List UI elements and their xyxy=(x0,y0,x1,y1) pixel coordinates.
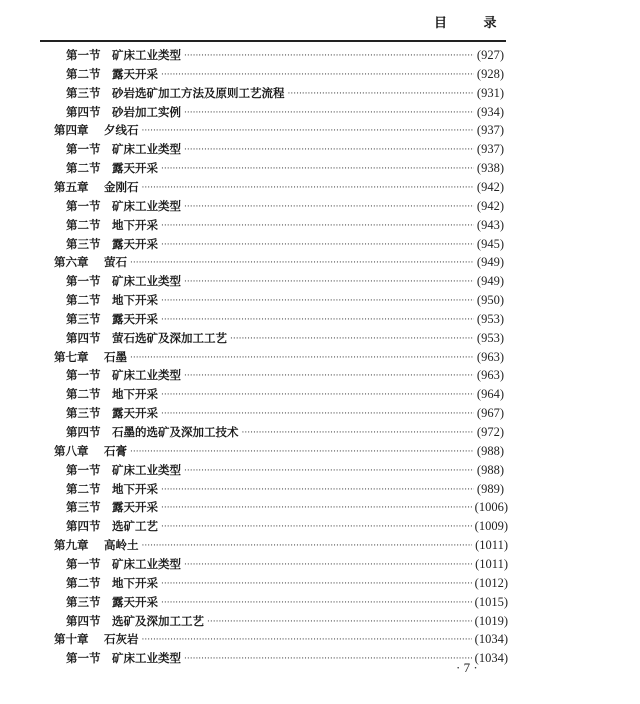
entry-number: 第八章 xyxy=(54,443,89,458)
dot-leader xyxy=(161,480,474,499)
toc-section-entry[interactable] xyxy=(66,385,504,404)
entry-number: 第一节 xyxy=(66,651,101,666)
entry-title: 地下开采 xyxy=(112,481,158,496)
entry-page-number: (949) xyxy=(476,274,504,289)
entry-page-number: (988) xyxy=(476,462,504,477)
entry-page-number: (945) xyxy=(476,236,504,251)
dot-leader xyxy=(242,423,474,442)
entry-number: 第一节 xyxy=(66,556,101,571)
entry-number: 第四节 xyxy=(66,519,101,534)
dot-leader xyxy=(184,197,474,216)
entry-number: 第九章 xyxy=(54,538,89,553)
toc-section-entry[interactable] xyxy=(66,366,504,385)
entry-title: 石墨的选矿及深加工技术 xyxy=(112,425,239,439)
dot-leader xyxy=(207,612,472,631)
entry-page-number: (963) xyxy=(476,368,504,383)
toc-section-entry[interactable] xyxy=(66,65,504,84)
entry-number: 第十章 xyxy=(54,632,89,647)
entry-number: 第二节 xyxy=(66,217,101,232)
toc-section-entry[interactable] xyxy=(66,46,504,65)
dot-leader xyxy=(161,235,474,254)
entry-number: 第四节 xyxy=(66,104,101,119)
toc-section-entry[interactable] xyxy=(66,310,504,329)
entry-number: 第一节 xyxy=(66,48,101,62)
dot-leader xyxy=(230,329,474,348)
dot-leader xyxy=(161,404,474,423)
entry-page-number: (928) xyxy=(476,66,504,81)
toc-section-entry[interactable] xyxy=(66,498,508,517)
entry-title: 石灰岩 xyxy=(104,632,139,647)
entry-title: 地下开采 xyxy=(112,575,158,590)
entry-title: 萤石 xyxy=(104,255,127,270)
entry-title: 砂岩选矿加工方法及原则工艺流程 xyxy=(112,85,285,100)
entry-page-number: (950) xyxy=(476,293,504,308)
toc-section-entry[interactable] xyxy=(66,593,508,612)
entry-page-number: (964) xyxy=(476,387,504,402)
entry-number: 第五章 xyxy=(54,179,89,194)
toc-chapter-entry[interactable] xyxy=(54,121,504,140)
toc-section-entry[interactable] xyxy=(66,480,504,499)
dot-leader xyxy=(184,103,474,122)
dot-leader xyxy=(161,593,472,612)
entry-title: 露天开采 xyxy=(112,311,158,326)
toc-section-entry[interactable] xyxy=(66,197,504,216)
dot-leader xyxy=(130,253,474,272)
toc-chapter-entry[interactable] xyxy=(54,630,508,649)
toc-section-entry[interactable] xyxy=(66,461,504,480)
dot-leader xyxy=(288,84,474,103)
dot-leader xyxy=(161,310,474,329)
entry-page-number: (1011) xyxy=(475,556,508,571)
dot-leader xyxy=(184,140,474,159)
toc-chapter-entry[interactable] xyxy=(54,253,504,272)
toc-section-entry[interactable] xyxy=(66,84,504,103)
entry-title: 矿床工业类型 xyxy=(112,142,181,157)
entry-number: 第一节 xyxy=(66,198,101,213)
dot-leader xyxy=(130,348,474,367)
entry-number: 第四节 xyxy=(66,613,101,628)
entry-page-number: (934) xyxy=(476,104,504,119)
toc-section-entry[interactable] xyxy=(66,329,504,348)
dot-leader xyxy=(161,159,474,178)
entry-page-number: (1011) xyxy=(475,538,508,553)
toc-section-entry[interactable] xyxy=(66,291,504,310)
entry-number: 第二节 xyxy=(66,575,101,590)
dot-leader xyxy=(184,272,474,291)
entry-title: 萤石选矿及深加工工艺 xyxy=(112,330,227,345)
entry-page-number: (942) xyxy=(476,179,504,194)
entry-page-number: (1019) xyxy=(474,613,508,628)
entry-title: 矿床工业类型 xyxy=(112,48,181,62)
entry-page-number: (1034) xyxy=(474,632,508,647)
entry-number: 第三节 xyxy=(66,406,101,421)
toc-chapter-entry[interactable] xyxy=(54,348,504,367)
toc-section-entry[interactable] xyxy=(66,649,508,668)
dot-leader xyxy=(161,216,474,235)
entry-title: 露天开采 xyxy=(112,236,158,251)
dot-leader xyxy=(142,178,474,197)
toc-chapter-entry[interactable] xyxy=(54,536,508,555)
entry-page-number: (937) xyxy=(476,142,504,157)
entry-title: 砂岩加工实例 xyxy=(112,104,181,119)
entry-number: 第一节 xyxy=(66,462,101,477)
entry-title: 露天开采 xyxy=(112,66,158,81)
entry-page-number: (1015) xyxy=(474,594,508,609)
entry-number: 第二节 xyxy=(66,293,101,308)
entry-title: 矿床工业类型 xyxy=(112,198,181,213)
entry-title: 矿床工业类型 xyxy=(112,462,181,477)
entry-title: 地下开采 xyxy=(112,217,158,232)
entry-title: 地下开采 xyxy=(112,293,158,308)
entry-page-number: (949) xyxy=(476,255,504,270)
entry-page-number: (937) xyxy=(476,123,504,138)
entry-page-number: (988) xyxy=(476,443,504,458)
entry-number: 第四节 xyxy=(66,330,101,345)
entry-title: 露天开采 xyxy=(112,161,158,176)
dot-leader xyxy=(142,630,472,649)
entry-number: 第二节 xyxy=(66,66,101,81)
dot-leader xyxy=(142,536,473,555)
toc-section-entry[interactable] xyxy=(66,423,504,442)
toc-section-entry[interactable] xyxy=(66,216,504,235)
dot-leader xyxy=(184,366,474,385)
entry-page-number: (1009) xyxy=(474,519,508,534)
dot-leader xyxy=(130,442,474,461)
header-rule xyxy=(40,40,506,42)
entry-page-number: (931) xyxy=(476,85,504,100)
toc-section-entry[interactable] xyxy=(66,555,508,574)
entry-number: 第二节 xyxy=(66,387,101,402)
dot-leader xyxy=(184,461,474,480)
entry-title: 石膏 xyxy=(104,443,127,458)
entry-number: 第一节 xyxy=(66,368,101,383)
dot-leader xyxy=(161,385,474,404)
page-number: · 7 · xyxy=(456,660,478,675)
toc-section-entry[interactable] xyxy=(66,612,508,631)
entry-page-number: (989) xyxy=(476,481,504,496)
entry-page-number: (943) xyxy=(476,217,504,232)
entry-number: 第四章 xyxy=(54,123,89,138)
entry-page-number: (938) xyxy=(476,161,504,176)
entry-page-number: (972) xyxy=(476,425,504,439)
dot-leader xyxy=(184,46,474,65)
entry-title: 矿床工业类型 xyxy=(112,274,181,289)
entry-page-number: (927) xyxy=(476,48,504,62)
entry-title: 金刚石 xyxy=(104,179,139,194)
entry-title: 矿床工业类型 xyxy=(112,556,181,571)
entry-title: 矿床工业类型 xyxy=(112,651,181,666)
entry-title: 露天开采 xyxy=(112,594,158,609)
dot-leader xyxy=(161,291,474,310)
toc-section-entry[interactable] xyxy=(66,140,504,159)
dot-leader xyxy=(161,574,472,593)
entry-page-number: (1006) xyxy=(474,500,508,515)
toc-section-entry[interactable] xyxy=(66,517,508,536)
dot-leader xyxy=(142,121,474,140)
entry-title: 矿床工业类型 xyxy=(112,368,181,383)
entry-number: 第四节 xyxy=(66,425,101,439)
entry-page-number: (1012) xyxy=(474,575,508,590)
entry-page-number: (963) xyxy=(476,349,504,364)
entry-number: 第二节 xyxy=(66,161,101,176)
page-header-title: 目 录 xyxy=(434,16,513,31)
toc-chapter-entry[interactable] xyxy=(54,178,504,197)
toc-section-entry[interactable] xyxy=(66,272,504,291)
entry-title: 选矿及深加工工艺 xyxy=(112,613,204,628)
toc-section-entry[interactable] xyxy=(66,574,508,593)
entry-title: 露天开采 xyxy=(112,500,158,515)
entry-number: 第七章 xyxy=(54,349,89,364)
entry-title: 地下开采 xyxy=(112,387,158,402)
entry-page-number: (967) xyxy=(476,406,504,421)
toc-section-entry[interactable] xyxy=(66,235,504,254)
dot-leader xyxy=(161,498,472,517)
dot-leader xyxy=(184,555,472,574)
toc-section-entry[interactable] xyxy=(66,404,504,423)
entry-number: 第一节 xyxy=(66,142,101,157)
entry-page-number: (1034) xyxy=(474,651,508,666)
toc-section-entry[interactable] xyxy=(66,159,504,178)
entry-title: 露天开采 xyxy=(112,406,158,421)
entry-title: 夕线石 xyxy=(104,123,139,138)
entry-number: 第一节 xyxy=(66,274,101,289)
entry-number: 第三节 xyxy=(66,311,101,326)
dot-leader xyxy=(161,517,472,536)
entry-number: 第六章 xyxy=(54,255,89,270)
entry-page-number: (953) xyxy=(476,330,504,345)
dot-leader xyxy=(161,65,474,84)
entry-number: 第三节 xyxy=(66,594,101,609)
entry-title: 高岭土 xyxy=(104,538,139,553)
toc-section-entry[interactable] xyxy=(66,103,504,122)
entry-number: 第二节 xyxy=(66,481,101,496)
dot-leader xyxy=(184,649,472,668)
entry-page-number: (953) xyxy=(476,311,504,326)
entry-number: 第三节 xyxy=(66,500,101,515)
entry-title: 选矿工艺 xyxy=(112,519,158,534)
entry-number: 第三节 xyxy=(66,85,101,100)
toc-chapter-entry[interactable] xyxy=(54,442,504,461)
entry-title: 石墨 xyxy=(104,349,127,364)
entry-number: 第三节 xyxy=(66,236,101,251)
entry-page-number: (942) xyxy=(476,198,504,213)
